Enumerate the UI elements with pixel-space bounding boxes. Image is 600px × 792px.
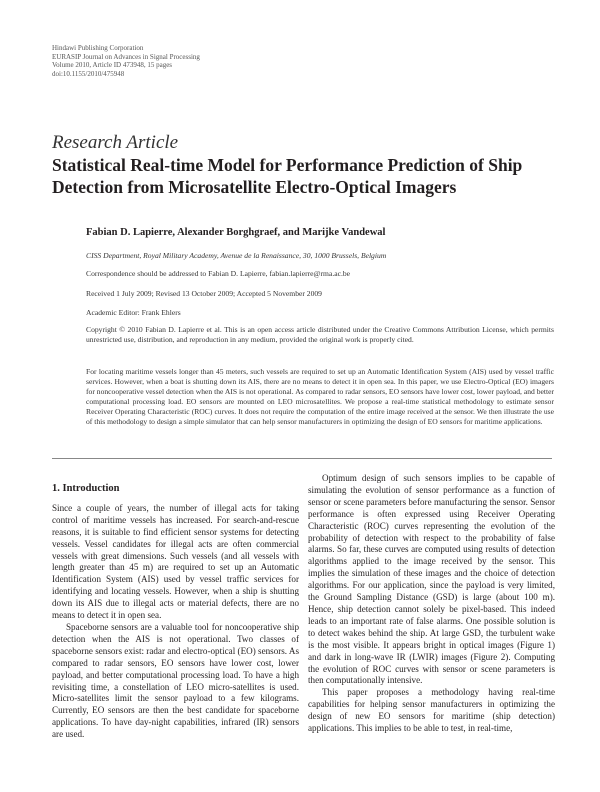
paragraph: Optimum design of such sensors implies to be capable of simulating the evolution of sensor performance as a function of sensor or scene parameters before manufacturing the sensor. Sensor performance is often expressed using Receiver Operating Characteristic (ROC) curves representing the evolution of the probability of detection with respect to the probability of false alarms. So far, these curves are computed using results of detection algorithms applied to the image received by the sensor. This implies the simulation of these images and the choice of detection algorithms. For our application, since the payload is very limited, the Ground Sampling Distance (GSD) is large (about 100 m). Hence, ship detection cannot solely be pixel-based. This indeed leads to an important rate of false alarms. One possible solution is to detect wakes behind the ship. At large GSD, the turbulent wake is the most visible. It appears bright in optical images (Figure 1) and dark in long-wave IR (LWIR) images (Figure 2). Computing the evolution of ROC curves with sensor or scene parameters is then computationally intensive.	[308, 473, 555, 686]
academic-editor: Academic Editor: Frank Ehlers	[86, 308, 181, 317]
journal-name: EURASIP Journal on Advances in Signal Processing	[52, 52, 200, 61]
right-column	[308, 473, 555, 735]
affiliation: CISS Department, Royal Military Academy, Avenue de la Renaissance, 30, 1000 Brussels, Belgium	[86, 251, 387, 260]
paragraph: Spaceborne sensors are a valuable tool for noncooperative ship detection when the AIS is not operational. Two classes of spaceborne sensors exist: radar and electro-optical (EO) sensors. As compared to radar sensors, EO sensors have lower cost, lower payload, and better computational processing load. To have a high revisiting time, a constellation of LEO micro-satellites is used. Micro-satellites limit the sensor payload to a few kilograms. Currently, EO sensors are then the best candidate for spaceborne applications. To have day-night capabilities, infrared (IR) sensors are used.	[52, 621, 299, 740]
divider	[52, 458, 552, 459]
doi[interactable]: doi:10.1155/2010/475948	[52, 69, 125, 78]
publisher: Hindawi Publishing Corporation	[52, 44, 144, 52]
article-type: Research Article	[52, 132, 179, 153]
left-column	[52, 483, 299, 741]
authors: Fabian D. Lapierre, Alexander Borghgraef, and Marijke Vandewal	[86, 227, 386, 238]
abstract: For locating maritime vessels longer than 45 meters, such vessels are required to set up an Automatic Identification System (AIS) used by vessel traffic services. However, when a boat is shutting down its AIS, there are no means to detect it in open sea. In this paper, we use Electro-Optical (EO) imagers for noncooperative vessel detection when the AIS is not operational. As compared to radar sensors, EO sensors have lower cost, lower payload, and better computational processing load. EO sensors are mounted on LEO microsatellites. We propose a real-time statistical methodology to estimate sensor Receiver Operating Characteristic (ROC) curves. It does not require the computation of the entire image received at the sensor. We then illustrate the use of this methodology to design a simple simulator that can help sensor manufacturers in optimizing the design of EO sensors for maritime applications.	[86, 367, 554, 427]
volume-info: Volume 2010, Article ID 473948, 15 pages	[52, 61, 173, 70]
dates: Received 1 July 2009; Revised 13 October 2009; Accepted 5 November 2009	[86, 289, 322, 298]
copyright: Copyright © 2010 Fabian D. Lapierre et al. This is an open access article distributed under the Creative Commons Attribution License, which permits unrestricted use, distribution, and reproduction in any medium, provided the original work is properly cited.	[86, 325, 554, 345]
correspondence: Correspondence should be addressed to Fabian D. Lapierre, fabian.lapierre@rma.ac.be	[86, 269, 351, 278]
article-title: Statistical Real-time Model for Performance Prediction of Ship Detection from Microsatellite Electro-Optical Imagers	[52, 155, 523, 197]
section-heading: 1. Introduction	[52, 483, 120, 494]
paragraph: This paper proposes a methodology having real-time capabilities for helping sensor manufacturers in optimizing the design of new EO sensors for maritime (ship detection) applications. This implies to be able to test, in real-time,	[308, 687, 555, 734]
paragraph: Since a couple of years, the number of illegal acts for taking control of maritime vessels has increased. For search-and-rescue reasons, it is suitable to find efficient sensor systems for detecting vessels. Vessel candidates for illegal acts are often commercial vessels with great dimensions. Such vessels (and all vessels with length greater than 45 m) are required to set up an Automatic Identification System (AIS) used by vessel traffic services for identifying and locating vessels. However, when a ship is shutting down its AIS due to illegal acts or material defects, there are no means to detect it in open sea.	[52, 502, 299, 621]
journal-header	[52, 44, 200, 78]
